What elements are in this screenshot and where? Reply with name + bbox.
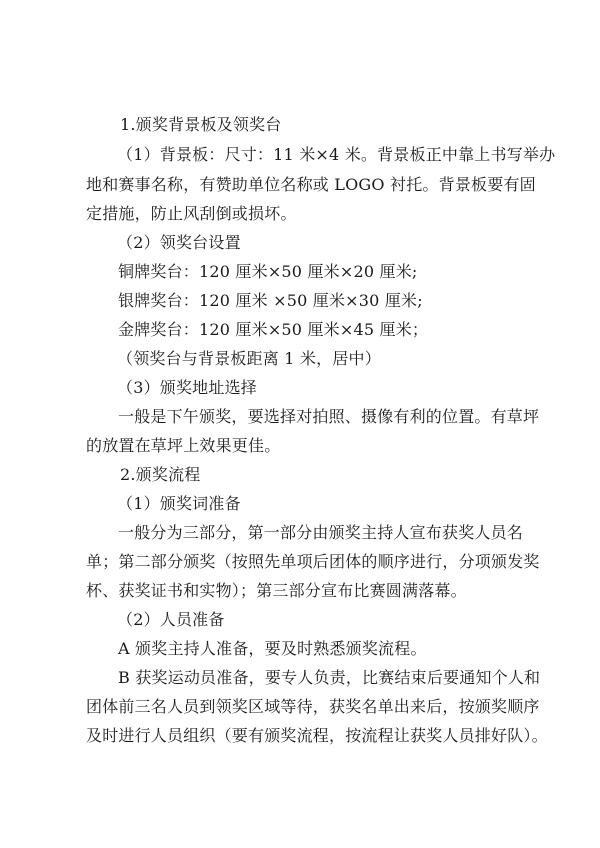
paragraph-line: 银牌奖台：120 厘米 ×50 厘米×30 厘米; xyxy=(118,291,423,310)
paragraph-line: 及时进行人员组织（要有颁奖流程，按流程让获奖人员排好队）。 xyxy=(86,726,548,745)
paragraph-line: B 获奖运动员准备，要专人负责，比赛结束后要通知个人和 xyxy=(118,668,541,687)
subheading-award-location: （3）颁奖地址选择 xyxy=(117,378,257,397)
subheading-podium-setup: （2）领奖台设置 xyxy=(117,233,241,252)
subheading-personnel-preparation: （2）人员准备 xyxy=(117,610,225,629)
paragraph-line: 地和赛事名称，有赞助单位名称或 LOGO 衬托。背景板要有固 xyxy=(86,175,536,194)
paragraph-line: 单；第二部分颁奖（按照先单项后团体的顺序进行，分项颁发奖 xyxy=(86,552,540,571)
paragraph-line: 金牌奖台：120 厘米×50 厘米×45 厘米； xyxy=(118,320,429,339)
paragraph-line: （1）背景板：尺寸：11 米×4 米。背景板正中靠上书写举办 xyxy=(117,145,556,164)
section-heading-award-backdrop: 1.颁奖背景板及领奖台 xyxy=(120,115,282,134)
paragraph-line: 杯、获奖证书和实物）；第三部分宣布比赛圆满落幕。 xyxy=(86,581,467,600)
section-heading-award-process: 2.颁奖流程 xyxy=(120,465,201,484)
paragraph-line: 定措施，防止风刮倒或损坏。 xyxy=(86,204,297,223)
paragraph-line: 铜牌奖台：120 厘米×50 厘米×20 厘米; xyxy=(118,262,418,281)
paragraph-line: 一般分为三部分，第一部分由颁奖主持人宣布获奖人员名 xyxy=(118,523,524,542)
paragraph-line: （领奖台与背景板距离 1 米，居中） xyxy=(117,349,381,368)
subheading-speech-preparation: （1）颁奖词准备 xyxy=(117,494,241,513)
paragraph-line: A 颁奖主持人准备，要及时熟悉颁奖流程。 xyxy=(118,639,427,658)
paragraph-line: 团体前三名人员到领奖区域等待，获奖名单出来后，按颁奖顺序 xyxy=(86,697,540,716)
paragraph-line: 一般是下午颁奖，要选择对拍照、摄像有利的位置。有草坪 xyxy=(118,407,540,426)
paragraph-line: 的放置在草坪上效果更佳。 xyxy=(86,436,281,455)
